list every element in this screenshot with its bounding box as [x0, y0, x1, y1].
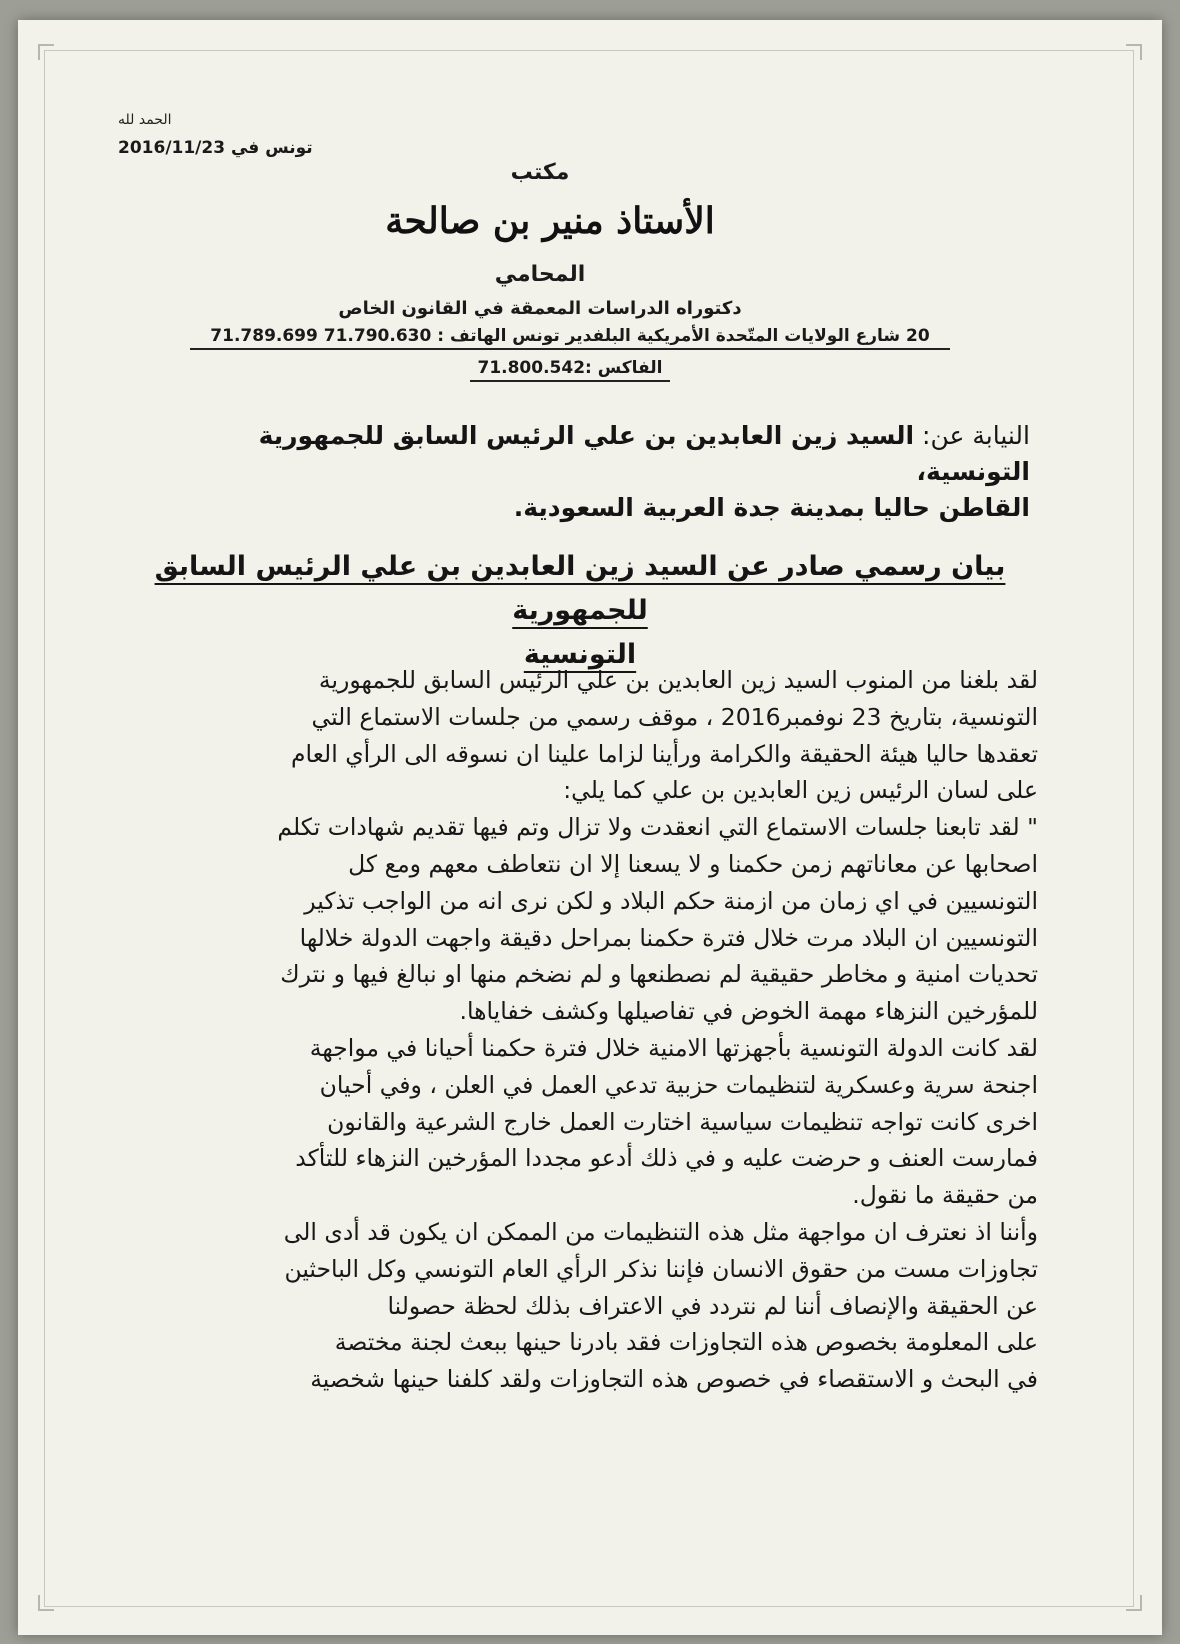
body-line: تعقدها حاليا هيئة الحقيقة والكرامة ورأينا لزاما علينا ان نسوقه الى الرأي العام [290, 739, 1038, 768]
body-line: التونسيين ان البلاد مرت خلال فترة حكمنا بمراحل دقيقة واجهت الدولة خلالها [299, 923, 1038, 952]
body-line: وأننا اذ نعترف ان مواجهة مثل هذه التنظيمات من الممكن ان يكون قد أدى الى [283, 1217, 1038, 1246]
lawyer-degree: دكتوراه الدراسات المعمقة في القانون الخاص [338, 298, 742, 319]
statement-title-line-1: بيان رسمي صادر عن السيد زين العابدين بن علي الرئيس السابق للجمهورية [154, 551, 1006, 626]
body-line: تجاوزات مست من حقوق الانسان فإننا نذكر الرأي العام التونسي وكل الباحثين [284, 1254, 1038, 1283]
body-line: عن الحقيقة والإنصاف أننا لم نتردد في الاعتراف بذلك لحظة حصولنا [387, 1291, 1038, 1320]
body-line: اجنحة سرية وعسكرية لتنظيمات حزبية تدعي العمل في العلن ، وفي أحيان [319, 1070, 1038, 1099]
body-line: من حقيقة ما نقول. [852, 1181, 1038, 1210]
corner-mark [1126, 1595, 1142, 1611]
body-line: على المعلومة بخصوص هذه التجاوزات فقد بادرنا حينها ببعث لجنة مختصة [334, 1328, 1038, 1357]
lawyer-name: الأستاذ منير بن صالحة [385, 200, 715, 242]
body-line: تحديات امنية و مخاطر حقيقية لم نصطنعها و لم نضخم منها او نبالغ فيها و نترك [280, 960, 1038, 989]
body-line: للمؤرخين النزهاء مهمة الخوض في تفاصيلها وكشف خفاياها. [459, 997, 1038, 1026]
body-line: لقد بلغنا من المنوب السيد زين العابدين بن علي الرئيس السابق للجمهورية [318, 666, 1038, 694]
representation-client: السيد زين العابدين بن علي الرئيس السابق للجمهورية التونسية، [258, 421, 1030, 486]
office-heading: مكتب [510, 160, 570, 185]
statement-title-line-2: التونسية [523, 639, 637, 670]
body-line: التونسيين في اي زمان من ازمنة حكم البلاد و لكن نرى انه من الواجب تذكير [304, 886, 1038, 915]
body-line: فمارست العنف و حرضت عليه و في ذلك أدعو مجددا المؤرخين النزهاء للتأكد [295, 1144, 1038, 1173]
statement-title [130, 545, 1030, 677]
corner-mark [1126, 44, 1142, 60]
body-line: لقد كانت الدولة التونسية بأجهزتها الامنية خلال فترة حكمنا أحيانا في مواجهة [309, 1033, 1038, 1062]
corner-mark [38, 1595, 54, 1611]
body-line: على لسان الرئيس زين العابدين بن علي كما يلي: [563, 776, 1038, 805]
document-date: تونس في 2016/11/23 [118, 138, 313, 158]
body-line: اخرى كانت تواجه تنظيمات سياسية اختارت العمل خارج الشرعية والقانون [327, 1107, 1038, 1136]
basmala-line: الحمد لله [118, 112, 172, 128]
lawyer-role: المحامي [494, 262, 586, 287]
body-line: " لقد تابعنا جلسات الاستماع التي انعقدت ولا تزال وتم فيها تقديم شهادات تكلم [277, 813, 1038, 842]
body-line: في البحث و الاستقصاء في خصوص هذه التجاوزات ولقد كلفنا حينها شخصية [310, 1365, 1038, 1394]
representation-residence: القاطن حاليا بمدينة جدة العربية السعودية. [513, 493, 1030, 522]
statement-body [138, 662, 1038, 1398]
body-line: اصحابها عن معاناتهم زمن حكمنا و لا يسعنا إلا ان نتعاطف معهم ومع كل [348, 849, 1038, 878]
office-fax: الفاكس :71.800.542 [470, 358, 670, 382]
body-line: التونسية، بتاريخ 23 نوفمبر2016 ، موقف رسمي من جلسات الاستماع التي [311, 702, 1038, 731]
corner-mark [38, 44, 54, 60]
office-address: 20 شارع الولايات المتّحدة الأمريكية البلفدير تونس الهاتف : 71.790.630 71.789.699 [190, 326, 950, 350]
representation-label: النيابة عن: [922, 421, 1030, 450]
representation-block [150, 418, 1030, 526]
